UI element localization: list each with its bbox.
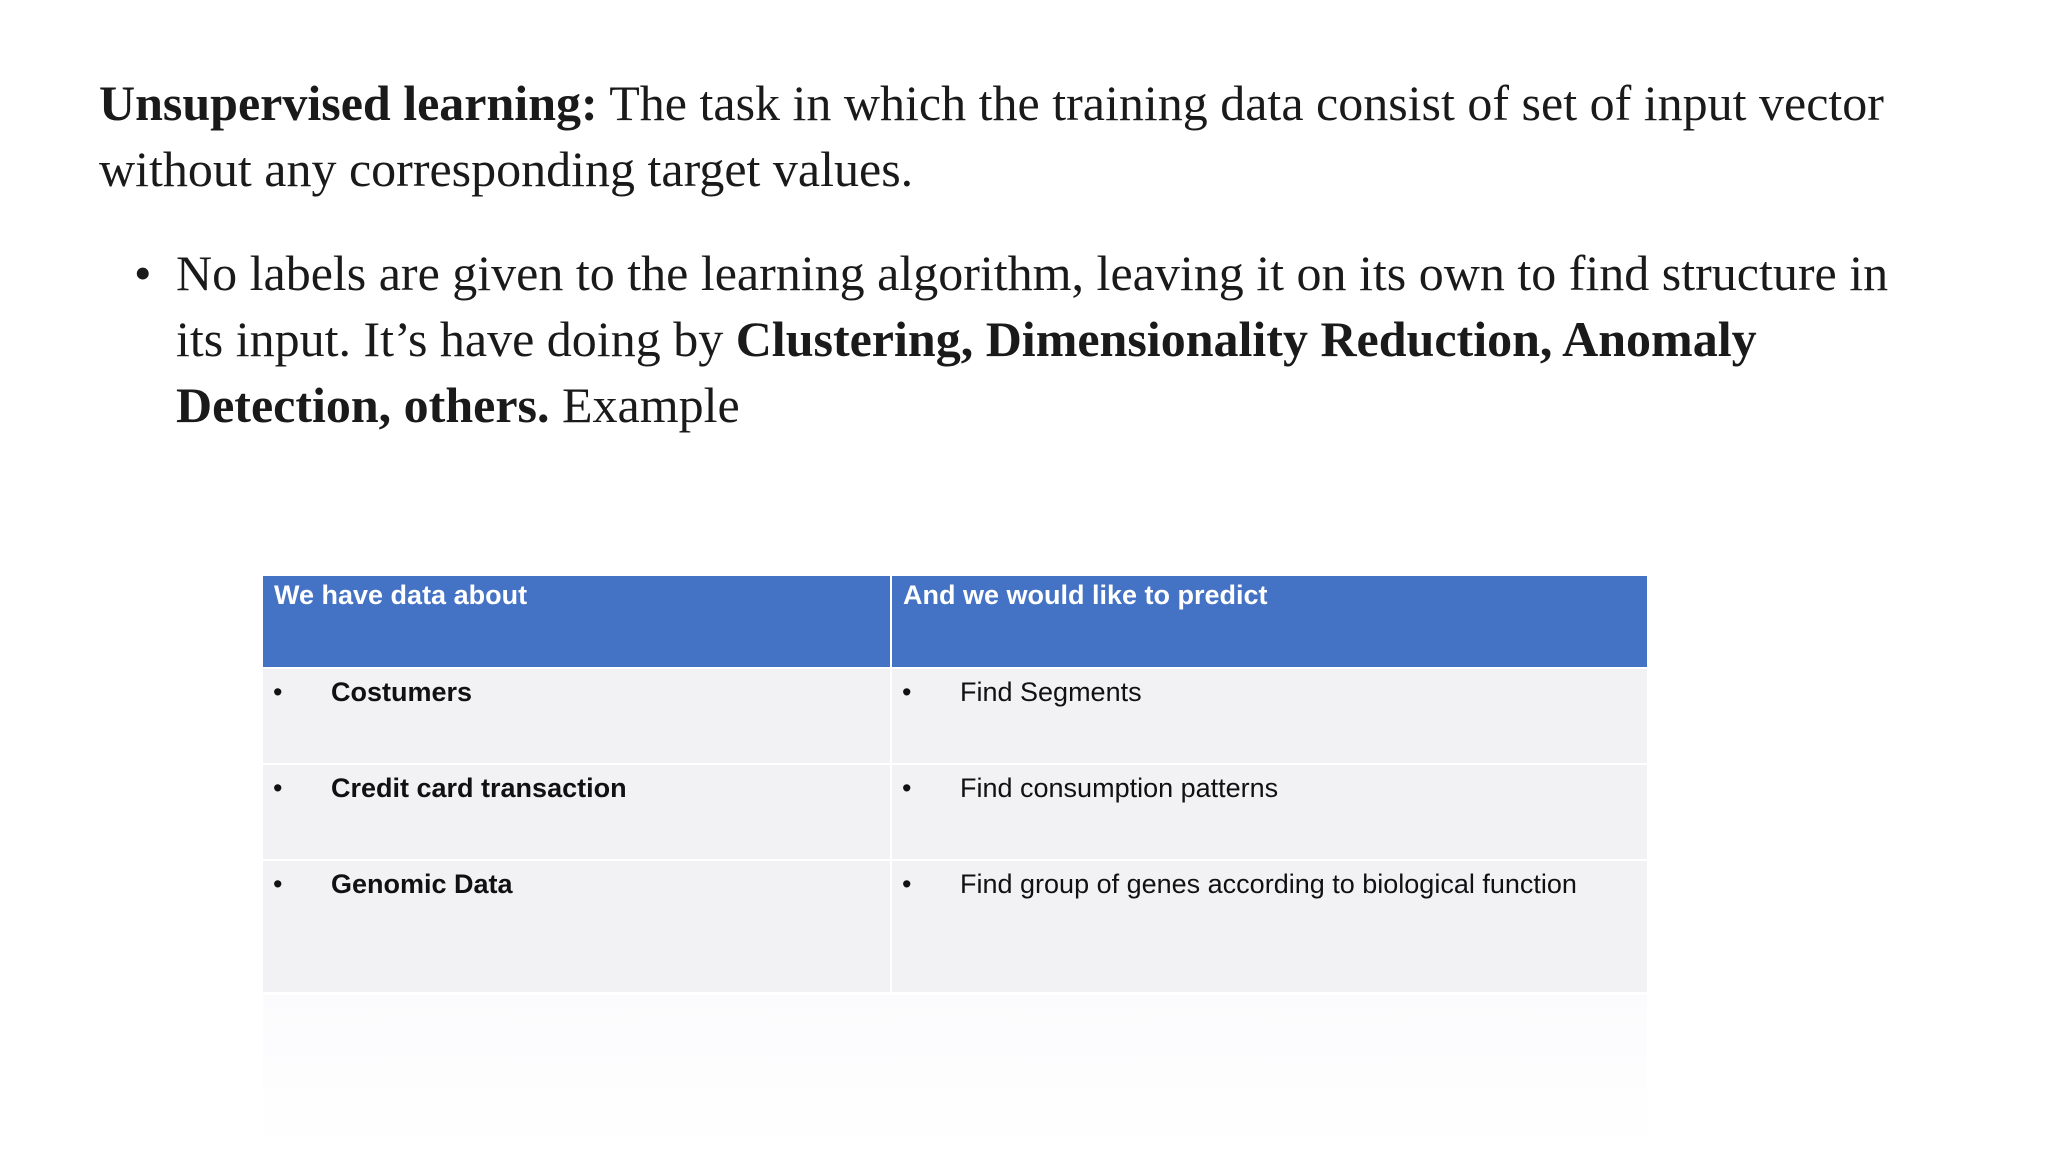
- data-table: [263, 576, 1647, 992]
- bullet-text-before: No labels are given to the learning algorithm, leaving it on its own to find structure in its input. It’s have doing by: [176, 245, 1889, 367]
- table-shadow: [263, 995, 1647, 1152]
- bullet-bold-text: Clustering, Dimensionality Reduction, Anomaly Detection, others.: [176, 311, 1757, 433]
- table-cell: [891, 764, 1647, 860]
- intro-text: The task in which the training data consist of set of input vector without any corresponding target values.: [99, 75, 1884, 197]
- intro-paragraph: [99, 70, 1939, 202]
- bullet-item: [134, 240, 1914, 438]
- cell-text: Find consumption patterns: [960, 773, 1279, 803]
- bullet-icon: •: [273, 677, 283, 707]
- intro-term: Unsupervised learning:: [99, 75, 598, 131]
- cell-text: Find group of genes according to biological function: [960, 869, 1577, 899]
- table-cell: [263, 668, 891, 764]
- cell-text: Find Segments: [960, 677, 1142, 707]
- bullet-icon: •: [902, 869, 912, 899]
- bullet-icon: •: [902, 773, 912, 803]
- cell-text: Credit card transaction: [331, 773, 627, 803]
- bullet-list: [134, 240, 1914, 438]
- bullet-text-after: Example: [549, 377, 740, 433]
- bullet-dot-icon: •: [134, 245, 152, 301]
- table-cell: [263, 764, 891, 860]
- bullet-icon: •: [273, 773, 283, 803]
- table-header-row: [263, 576, 1647, 668]
- table-cell: [263, 860, 891, 992]
- cell-text: Genomic Data: [331, 869, 513, 899]
- cell-text: Costumers: [331, 677, 473, 707]
- table-cell: [891, 860, 1647, 992]
- bullet-icon: •: [902, 677, 912, 707]
- table-header-cell: And we would like to predict: [891, 576, 1647, 668]
- table-row: [263, 860, 1647, 992]
- table-row: [263, 668, 1647, 764]
- table-header-cell: We have data about: [263, 576, 891, 668]
- table-cell: [891, 668, 1647, 764]
- table-row: [263, 764, 1647, 860]
- bullet-icon: •: [273, 869, 283, 899]
